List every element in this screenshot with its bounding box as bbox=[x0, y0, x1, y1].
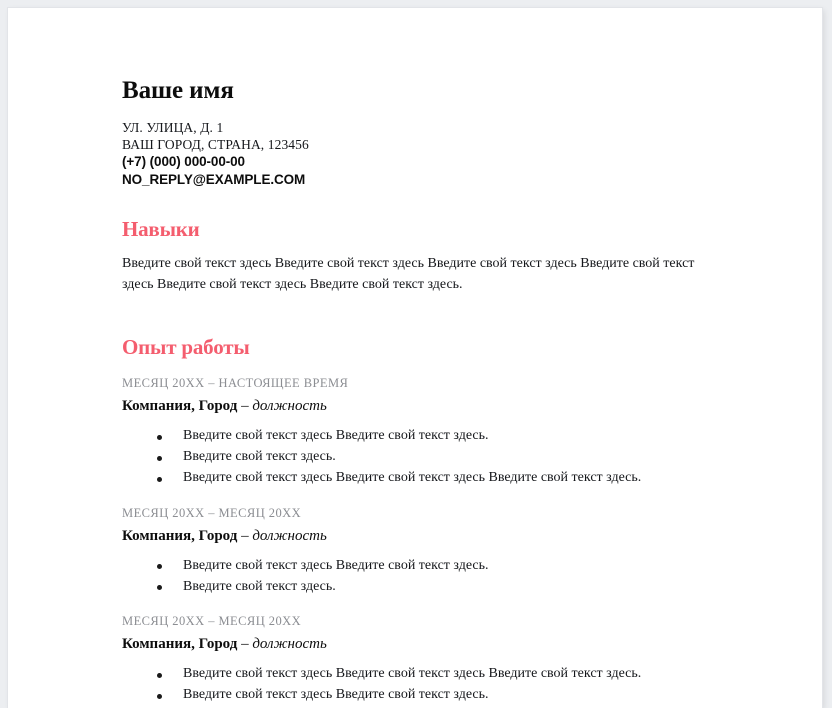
list-item: Введите свой текст здесь Введите свой текст здесь Введите свой текст здесь. bbox=[122, 664, 722, 685]
list-item: Введите свой текст здесь Введите свой текст здесь Введите свой текст здесь. bbox=[122, 468, 722, 489]
experience-role: должность bbox=[252, 398, 327, 414]
experience-title-line bbox=[122, 633, 722, 655]
experience-dash: – bbox=[237, 398, 253, 414]
experience-entry bbox=[122, 613, 722, 708]
experience-dates: МЕСЯЦ 20XX – НАСТОЯЩЕЕ ВРЕМЯ bbox=[122, 376, 349, 390]
contact-block bbox=[122, 119, 722, 188]
list-item: Введите свой текст здесь Введите свой текст здесь. bbox=[122, 426, 722, 447]
document-content bbox=[122, 8, 722, 708]
experience-entry bbox=[122, 505, 722, 598]
document-page bbox=[8, 8, 822, 708]
section-heading-skills: Навыки bbox=[122, 217, 200, 241]
contact-city: ВАШ ГОРОД, СТРАНА, 123456 bbox=[122, 137, 309, 152]
experience-company: Компания, Город bbox=[122, 527, 238, 544]
contact-phone: (+7) (000) 000-00-00 bbox=[122, 154, 245, 169]
list-item: Введите свой текст здесь Введите свой текст здесь. bbox=[122, 685, 722, 706]
experience-dates: МЕСЯЦ 20XX – МЕСЯЦ 20XX bbox=[122, 614, 302, 628]
section-heading-experience: Опыт работы bbox=[122, 335, 250, 359]
experience-company: Компания, Город bbox=[122, 398, 238, 414]
experience-dates: МЕСЯЦ 20XX – МЕСЯЦ 20XX bbox=[122, 505, 302, 520]
list-item: Введите свой текст здесь. bbox=[122, 447, 722, 468]
experience-company: Компания, Город bbox=[122, 636, 238, 652]
contact-street: УЛ. УЛИЦА, Д. 1 bbox=[122, 120, 224, 135]
skills-paragraph: Введите свой текст здесь Введите свой текст здесь Введите свой текст здесь Введите свой текст здесь Введите свой текст здесь Введите свой текст здесь. bbox=[122, 256, 695, 292]
page-title: Ваше имя bbox=[122, 77, 234, 104]
experience-role: должность bbox=[252, 636, 327, 652]
list-item: Введите свой текст здесь Введите свой текст здесь. bbox=[122, 556, 722, 577]
experience-bullets bbox=[122, 664, 722, 708]
experience-entry bbox=[122, 375, 722, 489]
experience-dash: – bbox=[237, 636, 253, 652]
experience-bullets bbox=[122, 426, 722, 489]
experience-dash: – bbox=[237, 527, 253, 544]
list-item: Введите свой текст здесь. bbox=[122, 577, 722, 598]
contact-email: NO_REPLY@EXAMPLE.COM bbox=[122, 171, 306, 187]
experience-title-line bbox=[122, 395, 722, 417]
experience-bullets bbox=[122, 556, 722, 598]
experience-title-line bbox=[122, 525, 722, 547]
experience-role: должность bbox=[252, 527, 327, 544]
